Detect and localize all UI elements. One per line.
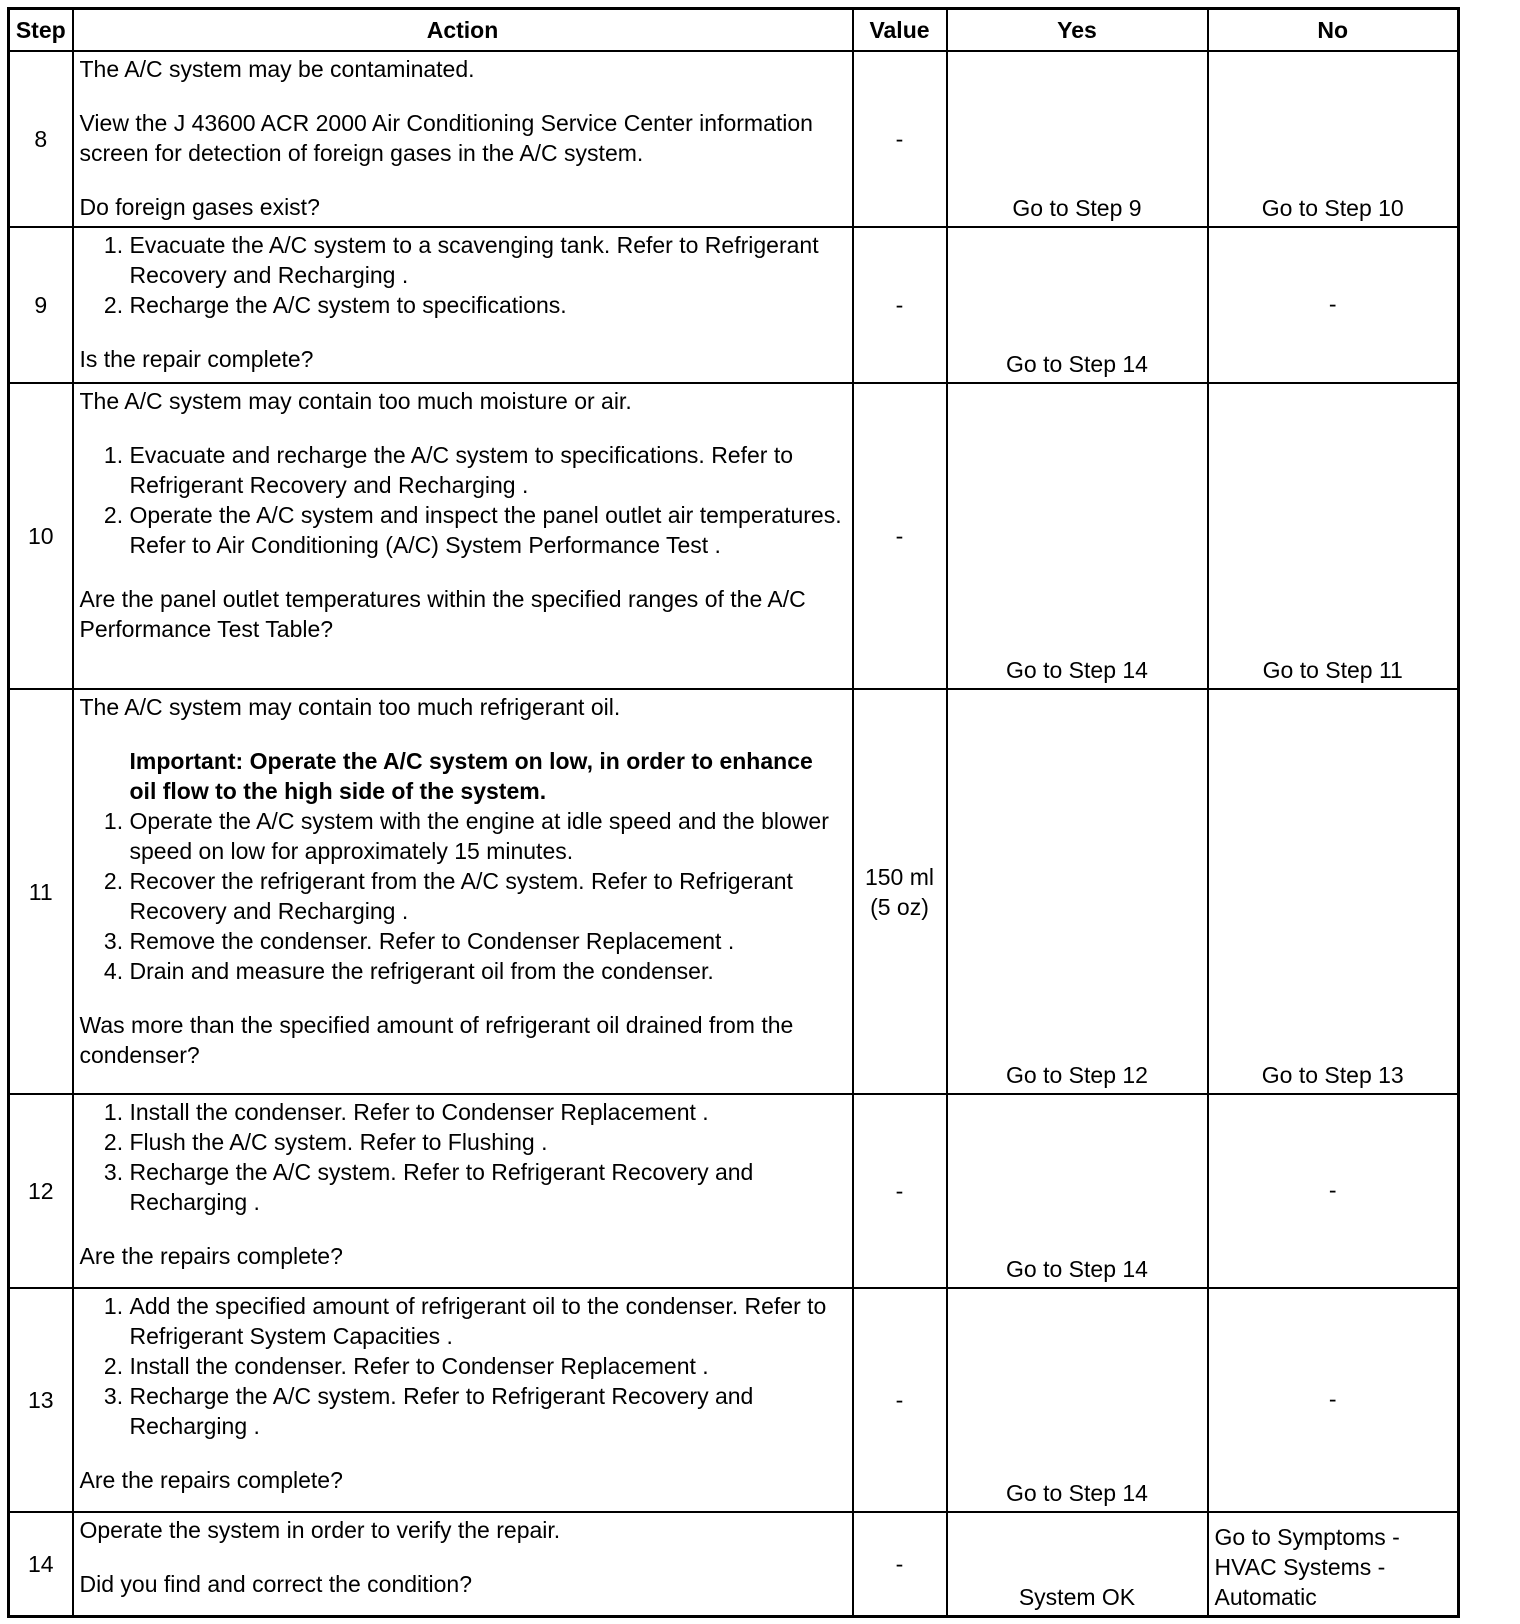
table-row: [9, 689, 1459, 1094]
list-item: 4. Drain and measure the refrigerant oil from the condenser.: [130, 956, 846, 986]
table-row: [9, 51, 1459, 227]
action-question: Are the repairs complete?: [79, 1467, 343, 1493]
action-question: Are the panel outlet temperatures within the specified ranges of the A/C Performance Test Table?: [79, 586, 806, 642]
no-cell: -: [1208, 1288, 1459, 1512]
no-cell: Go to Step 10: [1208, 51, 1459, 227]
step-number: 8: [9, 51, 73, 227]
action-cell: [73, 227, 853, 383]
step-number: 12: [9, 1094, 73, 1288]
header-action: Action: [73, 9, 853, 52]
action-cell: [73, 383, 853, 689]
action-question: Is the repair complete?: [79, 346, 314, 372]
action-question: Do foreign gases exist?: [79, 194, 320, 220]
list-item: 1. Operate the A/C system with the engine at idle speed and the blower speed on low for approximately 15 minutes.: [130, 806, 846, 866]
list-item: 2. Operate the A/C system and inspect the panel outlet air temperatures. Refer to Air Conditioning (A/C) System Performance Test .: [130, 500, 846, 560]
action-list: [80, 806, 846, 986]
action-question: Did you find and correct the condition?: [79, 1571, 473, 1597]
no-cell: Go to Step 11: [1208, 383, 1459, 689]
action-cell: [73, 1288, 853, 1512]
action-question: Are the repairs complete?: [79, 1243, 343, 1269]
table-row: [9, 1288, 1459, 1512]
header-row: [9, 9, 1459, 52]
yes-cell: Go to Step 14: [947, 1094, 1208, 1288]
step-number: 10: [9, 383, 73, 689]
no-cell: Go to Symptoms - HVAC Systems - Automatic: [1208, 1512, 1459, 1616]
action-list: [80, 1291, 846, 1441]
diagnostic-sheet: [7, 7, 1460, 1618]
action-cell: [73, 51, 853, 227]
list-item: 3. Recharge the A/C system. Refer to Refrigerant Recovery and Recharging .: [130, 1157, 846, 1217]
action-intro: Operate the system in order to verify the repair.: [79, 1517, 561, 1543]
yes-cell: System OK: [947, 1512, 1208, 1616]
list-item: 3. Recharge the A/C system. Refer to Refrigerant Recovery and Recharging .: [130, 1381, 846, 1441]
list-item: 1. Add the specified amount of refrigerant oil to the condenser. Refer to Refrigerant System Capacities .: [130, 1291, 846, 1351]
table-row: [9, 383, 1459, 689]
table-row: [9, 1512, 1459, 1616]
diagnostic-table: [7, 7, 1460, 1618]
value-cell: -: [853, 1094, 947, 1288]
step-number: 14: [9, 1512, 73, 1616]
action-cell: [73, 689, 853, 1094]
yes-cell: Go to Step 14: [947, 227, 1208, 383]
list-item: 2. Flush the A/C system. Refer to Flushing .: [130, 1127, 846, 1157]
yes-cell: Go to Step 14: [947, 383, 1208, 689]
action-cell: [73, 1094, 853, 1288]
action-text: View the J 43600 ACR 2000 Air Conditioning Service Center information screen for detection of foreign gases in the A/C system.: [79, 110, 813, 166]
step-number: 11: [9, 689, 73, 1094]
action-question: Was more than the specified amount of refrigerant oil drained from the condenser?: [79, 1012, 794, 1068]
table-row: [9, 227, 1459, 383]
action-list: [80, 1097, 846, 1217]
no-cell: -: [1208, 1094, 1459, 1288]
action-cell: [73, 1512, 853, 1616]
action-intro: The A/C system may contain too much moisture or air.: [79, 388, 632, 414]
value-cell: -: [853, 227, 947, 383]
action-intro: The A/C system may be contaminated.: [79, 56, 475, 82]
value-cell: -: [853, 383, 947, 689]
header-yes: Yes: [947, 9, 1208, 52]
list-item: 1. Evacuate and recharge the A/C system to specifications. Refer to Refrigerant Recovery and Recharging .: [130, 440, 846, 500]
step-number: 9: [9, 227, 73, 383]
header-step: Step: [9, 9, 73, 52]
step-number: 13: [9, 1288, 73, 1512]
list-item: 1. Evacuate the A/C system to a scavenging tank. Refer to Refrigerant Recovery and Recharging .: [130, 230, 846, 290]
list-item: 2. Recharge the A/C system to specifications.: [130, 290, 846, 320]
list-item: 1. Install the condenser. Refer to Condenser Replacement .: [130, 1097, 846, 1127]
no-cell: Go to Step 13: [1208, 689, 1459, 1094]
header-no: No: [1208, 9, 1459, 52]
list-item: 2. Install the condenser. Refer to Condenser Replacement .: [130, 1351, 846, 1381]
yes-cell: Go to Step 12: [947, 689, 1208, 1094]
action-list: [80, 440, 846, 560]
action-list: [80, 230, 846, 320]
yes-cell: Go to Step 14: [947, 1288, 1208, 1512]
value-cell: -: [853, 1512, 947, 1616]
action-intro: The A/C system may contain too much refrigerant oil.: [79, 694, 621, 720]
table-row: [9, 1094, 1459, 1288]
yes-cell: Go to Step 9: [947, 51, 1208, 227]
value-amount: 150 ml: [864, 863, 935, 890]
value-cell: -: [853, 1288, 947, 1512]
value-cell: [853, 689, 947, 1094]
header-value: Value: [853, 9, 947, 52]
value-cell: -: [853, 51, 947, 227]
value-amount-oz: (5 oz): [870, 893, 929, 920]
list-item: 3. Remove the condenser. Refer to Condenser Replacement .: [130, 926, 846, 956]
list-item: 2. Recover the refrigerant from the A/C system. Refer to Refrigerant Recovery and Recharging .: [130, 866, 846, 926]
no-cell: -: [1208, 227, 1459, 383]
important-note: Important: Operate the A/C system on low, in order to enhance oil flow to the high side of the system.: [129, 748, 813, 804]
